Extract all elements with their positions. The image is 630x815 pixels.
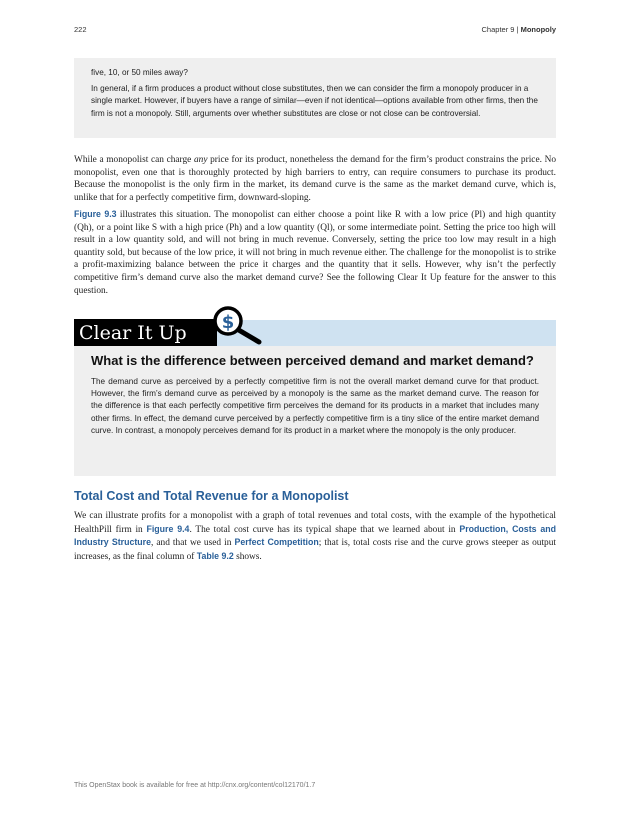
perfect-competition-link[interactable]: Perfect Competition xyxy=(234,537,319,548)
page-number: 222 xyxy=(74,25,87,34)
chapter-name: Monopoly xyxy=(520,25,556,34)
body-paragraph-3 xyxy=(74,510,556,563)
feature-paragraph: In general, if a firm produces a product without close substitutes, then we can consider the firm a monopoly producer in a single market. However, if buyers have a range of similar—even if not identical—options available from other firms, then the firm is not a monopoly. Still, arguments over whether substitutes are close or not close can be controversial. xyxy=(91,84,538,118)
table-9-2-link[interactable]: Table 9.2 xyxy=(196,550,234,561)
para3-d: ; that is, total costs rise and the curve grows steeper as output increases, as the final column of xyxy=(74,538,556,562)
para3-c: , and that we used in xyxy=(150,538,235,549)
clear-it-up-box xyxy=(74,346,556,476)
para3-b: . The total cost curve has its typical shape that we learned about in xyxy=(189,524,460,535)
para3-e: shows. xyxy=(233,551,262,562)
feature-question-line: five, 10, or 50 miles away? xyxy=(91,68,188,77)
clear-it-up-label: Clear It Up xyxy=(74,319,217,347)
clear-it-up-question: What is the difference between perceived demand and market demand? xyxy=(91,353,534,368)
emphasis-any: any xyxy=(193,155,208,165)
clear-it-up-answer: The demand curve as perceived by a perfectly competitive firm is not the overall market demand curve for that product. However, the firm’s demand curve as perceived by a monopoly is the same as the market demand curve. The reason for the difference is that each perfectly competitive firm perceives the demand for its products in a market that includes many other firms. In effect, the demand curve perceived by a perfectly competitive firm is a tiny slice of the entire market demand curve. In contrast, a monopoly perceives demand for its product in a market where the monopoly is the only producer. xyxy=(91,377,539,435)
para1-rest: price for its product, nonetheless the demand for the firm’s product constrains the price. No monopolist, even one that is thoroughly protected by high barriers to entry, can require consumers to purchase its product. Because the monopolist is the only firm in the market, its demand curve is the same as the market demand curve, which is, unlike that for a perfectly competitive firm, downward-sloping. xyxy=(74,155,556,203)
chapter-title xyxy=(482,25,556,34)
figure-9-3-link[interactable]: Figure 9.3 xyxy=(74,209,117,219)
figure-9-4-link[interactable]: Figure 9.4 xyxy=(146,523,190,534)
body-paragraph-2 xyxy=(74,208,556,297)
continued-feature-box xyxy=(74,58,556,138)
para3-a: We can illustrate profits for a monopolist with a graph of total revenues and total costs, with the example of the hypothetical HealthPill firm in xyxy=(74,511,556,535)
para1-start: While a monopolist can charge xyxy=(74,155,194,165)
page-header xyxy=(74,25,556,39)
section-heading: Total Cost and Total Revenue for a Monopolist xyxy=(74,489,349,503)
page-footer: This OpenStax book is available for free at http://cnx.org/content/col12170/1.7 xyxy=(74,782,316,789)
magnifier-dollar-icon xyxy=(210,304,266,348)
dollar-symbol: $ xyxy=(221,312,235,333)
chapter-prefix: Chapter 9 | xyxy=(481,25,521,34)
para2-text: illustrates this situation. The monopolist can either choose a point like R with a low price (Pl) and high quantity (Qh), or a point like S with a high price (Ph) and a low quantity (Ql), or some intermediate point. Setting the price too high will result in a low quantity sold, and will not bring in much revenue. Conversely, setting the price too low may result in a high quantity sold, but because of the low price, it will not bring in much revenue either. The challenge for the monopolist is to strike a profit-maximizing balance between the price it charges and the quantity that it sells. However, why isn’t the perfectly competitive firm’s demand curve also the market demand curve? See the following Clear It Up feature for the answer to this question. xyxy=(74,210,556,296)
production-costs-link[interactable]: Production, Costs and Industry Structure xyxy=(74,523,557,548)
body-paragraph-1 xyxy=(74,154,556,204)
